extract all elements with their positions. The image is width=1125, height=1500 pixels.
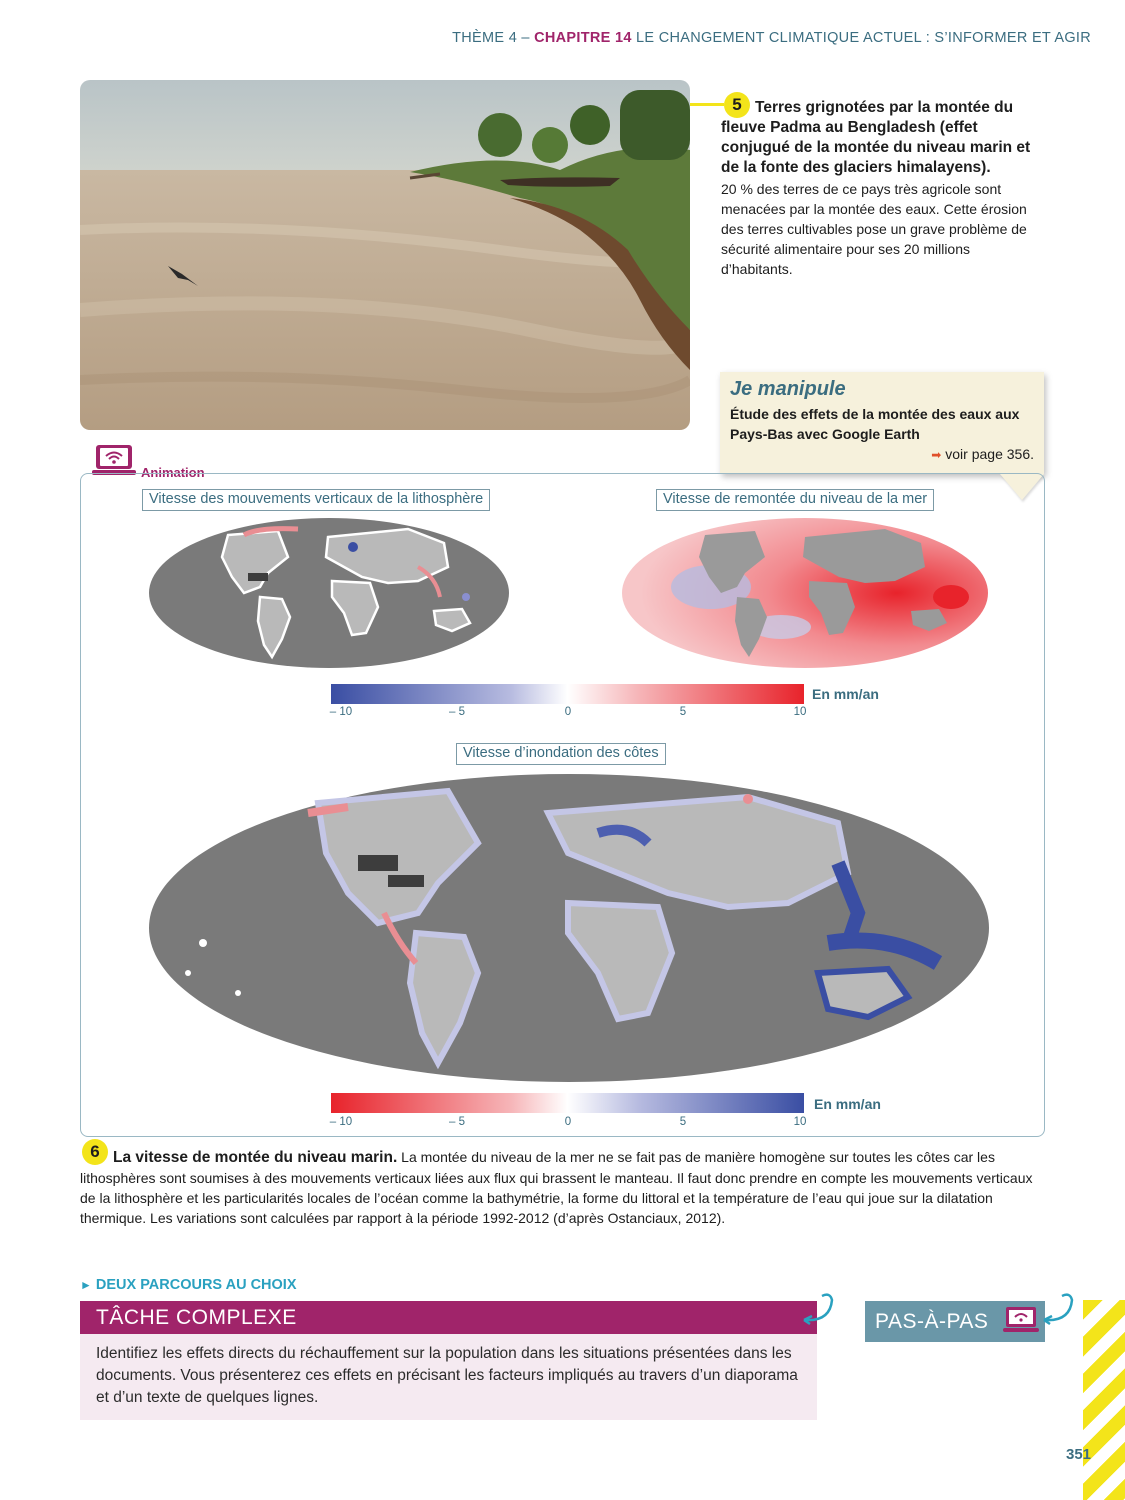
scale-1-tick: – 10 [329,706,353,718]
scale-1-tick: 5 [679,706,687,718]
animation-label[interactable]: Animation [141,465,205,480]
doc5-title: Terres grignotées par la montée du fleuve Padma au Bengladesh (effet conjugué de la montée du niveau marin et de la fonte des glaciers himalayens). [721,99,1031,176]
je-manipule-text: Étude des effets de la montée des eaux aux Pays-Bas avec Google Earth [730,406,1020,442]
header-title: LE CHANGEMENT CLIMATIQUE ACTUEL : S’INFORMER ET AGIR [636,30,1091,46]
scale-1-tick: 0 [564,706,572,718]
laptop-wifi-icon [1003,1305,1039,1337]
connector-line [690,103,724,106]
curved-arrow-icon [1040,1290,1080,1326]
sea-level-map [621,517,989,669]
doc5-number-badge: 5 [724,92,750,118]
header-chapter: CHAPITRE 14 [534,30,632,46]
lithosphere-map [148,517,510,669]
see-page-text: voir page 356. [945,446,1034,462]
parcours-heading [80,1277,297,1293]
doc5-body: 20 % des terres de ce pays très agricole sont menacées par la montée des eaux. Cette érosion des terres cultivables pose un grave problème de sécurité alimentaire pour ses 20 millions d’habitants. [721,181,1027,277]
arrow-right-icon: ➡ [931,448,942,462]
coast-map-title: Vitesse d’inondation des côtes [456,743,666,765]
scale-1-tick: – 5 [449,706,465,718]
scale-2-tick: – 10 [329,1116,353,1128]
pas-a-pas-button[interactable]: PAS-À-PAS [865,1301,1045,1342]
running-header [452,30,1091,46]
scale-2-tick: 10 [793,1116,807,1128]
decorative-stripes [1083,1300,1125,1500]
doc6-body: La montée du niveau de la mer ne se fait pas de manière homogène sur toutes les côtes car les lithosphères sont soumises à des mouvements verticaux liées aux flux qui brassent le manteau. Il faut donc prendre en compte les mouvements verticaux de la lithosphère et les particularités locales de l’océan comme la bathymétrie, la forme du littoral et la température de l’eau qui joue sur la dilatation thermique. Les variations sont calculées par rapport à la période 1992-2012 (d’après Ostanciaux, 2012). [80,1149,1033,1226]
scale-bar-2 [331,1093,804,1113]
padma-river-photo [80,80,690,430]
scale-2-tick: – 5 [449,1116,465,1128]
page-number: 351 [1066,1446,1092,1463]
header-theme: THÈME 4 – [452,30,530,46]
lithosphere-map-title: Vitesse des mouvements verticaux de la lithosphère [142,489,490,511]
scale-1-tick: 10 [793,706,807,718]
triangle-right-icon: ► [80,1278,92,1292]
coast-flooding-map [148,773,990,1085]
parcours-label: DEUX PARCOURS AU CHOIX [95,1277,297,1293]
tache-complexe-text: Identifiez les effets directs du réchauffement sur la population dans les situations présentées dans les documents. Vous présenterez ces effets en précisant les facteurs impliqués au travers d’un diaporama et d’un texte de quelques lignes. [80,1334,817,1420]
scale-bar-1 [331,684,804,704]
je-manipule-heading: Je manipule [730,378,846,400]
scale-1-unit: En mm/an [812,686,879,702]
scale-2-tick: 0 [564,1116,572,1128]
tache-complexe-heading[interactable]: TÂCHE COMPLEXE [80,1301,817,1334]
scale-2-tick: 5 [679,1116,687,1128]
sea-level-map-title: Vitesse de remontée du niveau de la mer [656,489,934,511]
doc6-title: La vitesse de montée du niveau marin. [113,1149,398,1166]
je-manipule-box [720,372,1044,474]
curved-arrow-icon [800,1290,840,1326]
doc6-number-badge: 6 [82,1139,108,1165]
je-manipule-link[interactable] [730,446,1034,462]
doc6-text [80,1137,1045,1228]
doc6-caption [80,1137,1045,1228]
scale-2-unit: En mm/an [814,1096,881,1112]
